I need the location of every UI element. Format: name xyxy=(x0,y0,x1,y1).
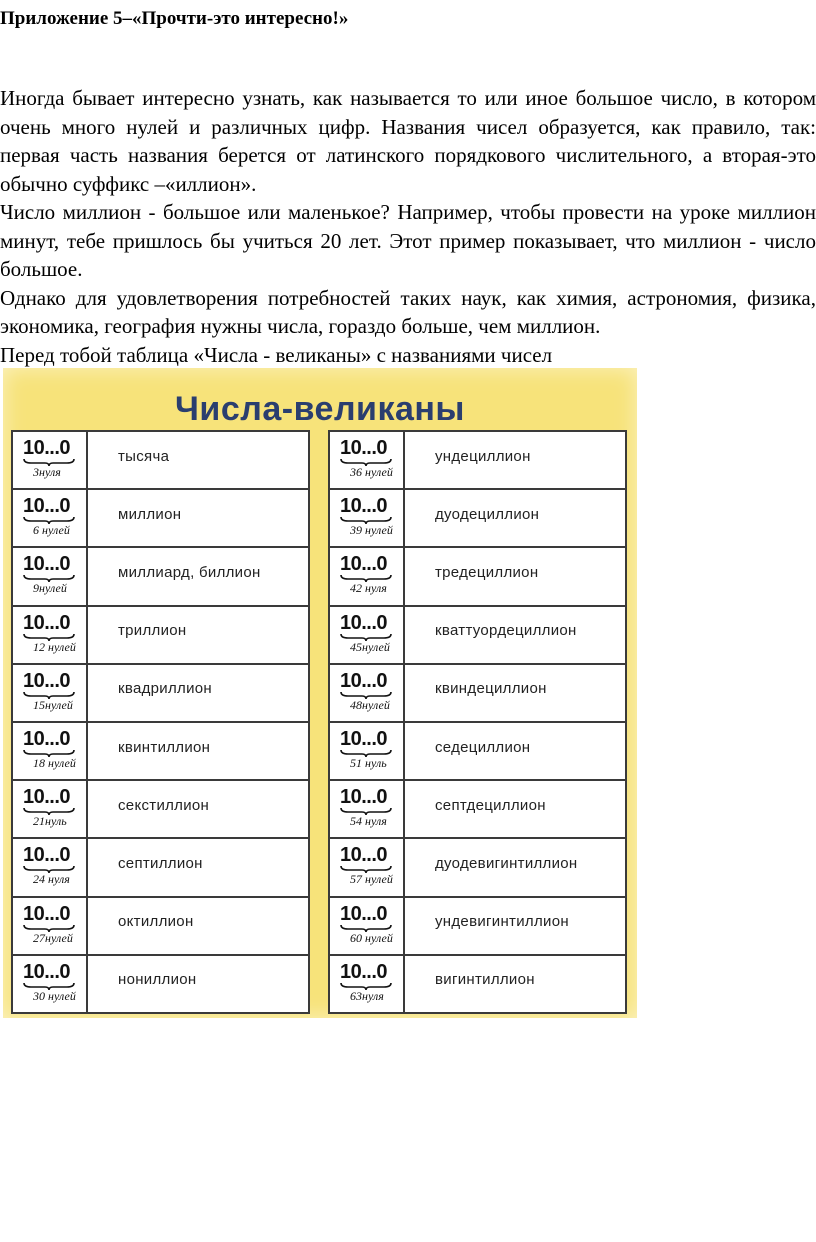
number-label: 10...0 xyxy=(340,495,388,518)
table-row xyxy=(328,723,627,781)
number-label: 10...0 xyxy=(340,553,388,576)
number-name: тысяча xyxy=(118,447,170,465)
zeros-count: 63нуля xyxy=(350,988,384,1003)
table-row xyxy=(328,548,627,606)
table-row xyxy=(328,665,627,723)
number-notation xyxy=(13,548,88,604)
number-label: 10...0 xyxy=(23,553,71,576)
number-name: дуодевигинтиллион xyxy=(435,854,578,872)
number-label: 10...0 xyxy=(23,495,71,518)
number-notation xyxy=(330,665,405,721)
number-name: секстиллион xyxy=(118,796,210,814)
zeros-count: 18 нулей xyxy=(33,755,76,770)
number-label: 10...0 xyxy=(23,960,71,983)
zeros-count: 57 нулей xyxy=(350,872,393,887)
zeros-count: 12 нулей xyxy=(33,639,76,654)
number-label: 10...0 xyxy=(340,669,388,692)
table-column-right xyxy=(328,430,627,1014)
zeros-count: 54 нуля xyxy=(350,814,387,829)
number-label: 10...0 xyxy=(23,902,71,925)
table-row xyxy=(11,607,310,665)
number-name: миллион xyxy=(118,505,182,523)
number-name: вигинтиллион xyxy=(435,971,535,989)
table-title: Числа-великаны xyxy=(175,390,465,428)
number-name: октиллион xyxy=(118,913,194,931)
number-notation xyxy=(330,607,405,663)
zeros-count: 39 нулей xyxy=(350,523,393,538)
table-row xyxy=(11,781,310,839)
zeros-count: 27нулей xyxy=(33,930,73,945)
table-row xyxy=(328,839,627,897)
number-notation xyxy=(330,723,405,779)
number-notation xyxy=(330,490,405,546)
number-notation xyxy=(330,956,405,1012)
number-notation xyxy=(13,432,88,488)
number-notation xyxy=(13,607,88,663)
table-row xyxy=(328,781,627,839)
paragraph: Иногда бывает интересно узнать, как называется то или иное большое число, в котором очень много нулей и различных цифр. Названия чисел образуется, как правило, так: первая часть названия берется от латинского порядкового числительного, а вторая-это обычно суффикс –«иллион». xyxy=(0,86,816,196)
zeros-count: 21нуль xyxy=(33,814,67,829)
table-row xyxy=(328,898,627,956)
table-row xyxy=(11,956,310,1014)
number-name: седециллион xyxy=(435,738,531,756)
number-label: 10...0 xyxy=(23,844,71,867)
number-notation xyxy=(13,839,88,895)
number-name: септдециллион xyxy=(435,796,546,814)
number-notation xyxy=(330,898,405,954)
number-notation xyxy=(330,548,405,604)
number-label: 10...0 xyxy=(23,611,71,634)
number-name: нониллион xyxy=(118,971,197,989)
number-notation xyxy=(330,839,405,895)
number-notation xyxy=(330,781,405,837)
number-notation xyxy=(13,490,88,546)
table-row xyxy=(11,548,310,606)
number-name: квинтиллион xyxy=(118,738,211,756)
number-notation xyxy=(330,432,405,488)
number-label: 10...0 xyxy=(340,902,388,925)
zeros-count: 51 нуль xyxy=(350,755,387,770)
zeros-count: 36 нулей xyxy=(350,465,393,479)
number-name: квадриллион xyxy=(118,680,212,698)
number-label: 10...0 xyxy=(23,727,71,750)
number-name: ундевигинтиллион xyxy=(435,913,569,931)
number-name: триллион xyxy=(118,622,187,640)
table-row xyxy=(11,723,310,781)
table-row xyxy=(11,432,310,490)
number-label: 10...0 xyxy=(23,437,71,459)
number-name: ундециллион xyxy=(435,447,531,465)
number-name: тредециллион xyxy=(435,563,539,581)
number-name: кваттуордециллион xyxy=(435,622,577,640)
paragraph: Число миллион - большое или маленькое? Например, чтобы провести на уроке миллион минут, тебе пришлось бы учиться 20 лет. Этот пример показывает, что миллион - число большое. xyxy=(0,200,816,281)
number-name: дуодециллион xyxy=(435,505,540,523)
number-name: миллиард, биллион xyxy=(118,563,261,581)
number-label: 10...0 xyxy=(340,727,388,750)
number-notation xyxy=(13,898,88,954)
table-row xyxy=(328,956,627,1014)
table-column-left xyxy=(11,430,310,1014)
table-row xyxy=(11,665,310,723)
paragraph: Однако для удовлетворения потребностей таких наук, как химия, астрономия, физика, экономика, география нужны числа, гораздо больше, чем миллион. xyxy=(0,285,816,338)
zeros-count: 9нулей xyxy=(33,581,67,596)
number-label: 10...0 xyxy=(340,786,388,809)
zeros-count: 60 нулей xyxy=(350,930,393,945)
numbers-table-image xyxy=(3,368,637,1018)
table-row xyxy=(328,607,627,665)
zeros-count: 24 нуля xyxy=(33,872,70,887)
zeros-count: 42 нуля xyxy=(350,581,387,596)
table-row xyxy=(11,839,310,897)
number-label: 10...0 xyxy=(340,844,388,867)
table-row xyxy=(328,490,627,548)
table-row xyxy=(328,432,627,490)
page-title: Приложение 5–«Прочти-это интересно!» xyxy=(0,8,349,29)
number-label: 10...0 xyxy=(340,611,388,634)
number-name: квиндециллион xyxy=(435,680,547,698)
number-label: 10...0 xyxy=(340,960,388,983)
paragraph: Перед тобой таблица «Числа - великаны» с названиями чисел xyxy=(0,342,553,367)
number-notation xyxy=(13,665,88,721)
zeros-count: 48нулей xyxy=(350,697,390,712)
number-notation xyxy=(13,723,88,779)
number-label: 10...0 xyxy=(340,437,388,459)
intro-text xyxy=(0,84,816,369)
zeros-count: 30 нулей xyxy=(33,988,76,1003)
number-label: 10...0 xyxy=(23,786,71,809)
number-label: 10...0 xyxy=(23,669,71,692)
zeros-count: 3нуля xyxy=(33,465,61,479)
zeros-count: 15нулей xyxy=(33,697,73,712)
number-notation xyxy=(13,781,88,837)
number-notation xyxy=(13,956,88,1012)
table-row xyxy=(11,490,310,548)
zeros-count: 6 нулей xyxy=(33,523,70,538)
number-name: септиллион xyxy=(118,854,203,872)
table-row xyxy=(11,898,310,956)
zeros-count: 45нулей xyxy=(350,639,390,654)
